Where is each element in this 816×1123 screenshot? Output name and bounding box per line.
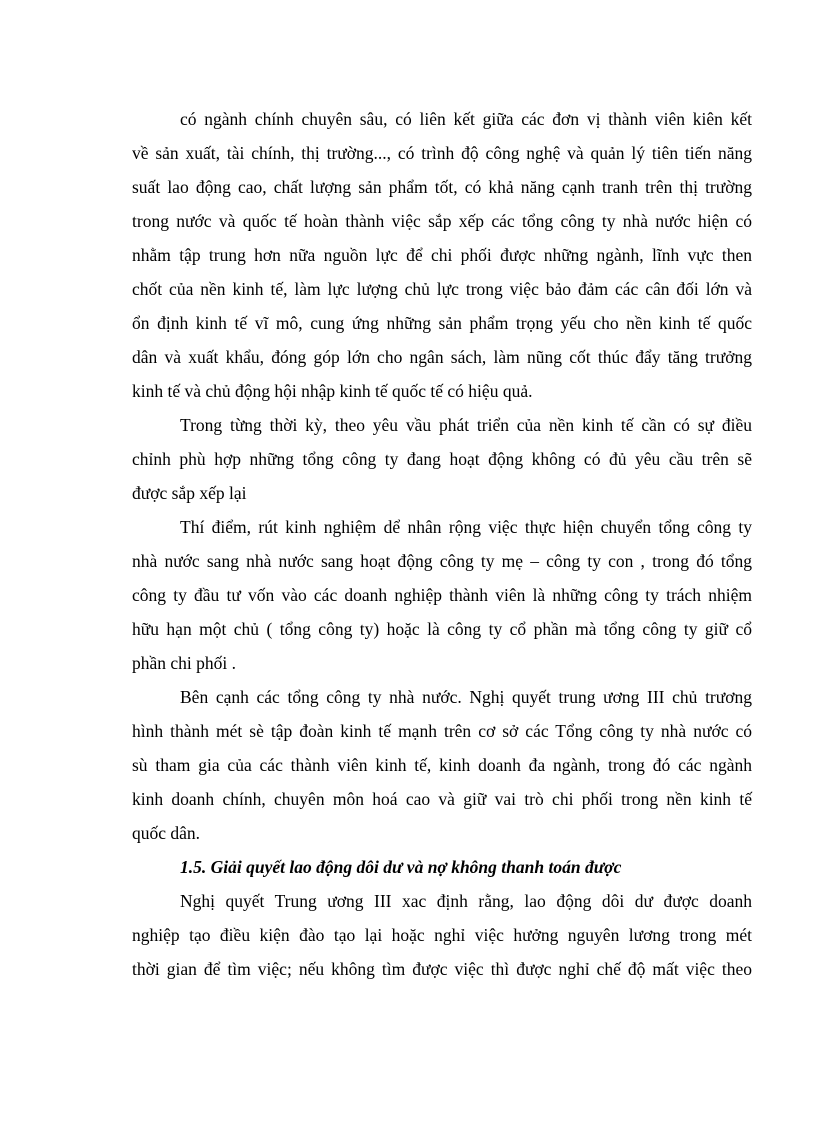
text-line: Bên cạnh các tổng công ty nhà nước. Nghị quyết trung ương III chủ trương bbox=[180, 687, 752, 707]
text-line: hữu hạn một chủ ( tổng công ty) hoặc là công ty cổ phần mà tổng công ty giữ cổ bbox=[132, 619, 752, 639]
text-line: nhằm tập trung hơn nữa nguồn lực để chi phối được những ngành, lĩnh vực then bbox=[132, 245, 752, 265]
text-line: quốc dân. bbox=[132, 823, 201, 843]
text-line: chỉnh phù hợp những tổng công ty đang hoạt động không có đủ yêu cầu trên sẽ bbox=[132, 449, 752, 469]
text-line: nghiệp tạo điều kiện đào tạo lại hoặc nghỉ việc hưởng nguyên lương trong mét bbox=[132, 925, 752, 945]
text-line: trong nước và quốc tế hoàn thành việc sắp xếp các tổng công ty nhà nước hiện có bbox=[132, 211, 752, 231]
paragraph bbox=[132, 680, 752, 850]
text-line: Thí điểm, rút kinh nghiệm dể nhân rộng việc thực hiện chuyển tổng công ty bbox=[180, 517, 752, 537]
text-line: được sắp xếp lại bbox=[132, 483, 247, 503]
text-line: Nghị quyết Trung ương III xac định rằng, lao động dôi dư được doanh bbox=[180, 891, 752, 911]
text-line: hình thành mét sè tập đoàn kinh tế mạnh trên cơ sở các Tổng công ty nhà nước có bbox=[132, 721, 752, 741]
text-line: phần chi phối . bbox=[132, 653, 237, 673]
section-heading-text: 1.5. Giải quyết lao động dôi dư và nợ không thanh toán được bbox=[180, 857, 622, 877]
text-line: suất lao động cao, chất lượng sản phẩm tốt, có khả năng cạnh tranh trên thị trường bbox=[132, 177, 752, 197]
text-line: ổn định kinh tế vĩ mô, cung ứng những sản phẩm trọng yếu cho nền kinh tế quốc bbox=[132, 313, 752, 333]
paragraph bbox=[132, 102, 752, 408]
document-body bbox=[132, 102, 752, 986]
text-line: dân và xuất khẩu, đóng góp lớn cho ngân sách, làm nũng cốt thúc đẩy tăng trưởng bbox=[132, 347, 752, 367]
text-line: sù tham gia của các thành viên kinh tế, kinh doanh đa ngành, trong đó các ngành bbox=[132, 755, 752, 775]
text-line: về sản xuất, tài chính, thị trường..., có trình độ công nghệ và quản lý tiên tiến năng bbox=[132, 143, 752, 163]
section-heading bbox=[132, 850, 752, 884]
paragraph bbox=[132, 510, 752, 680]
paragraph bbox=[132, 408, 752, 510]
text-line: nhà nước sang nhà nước sang hoạt động công ty mẹ – công ty con , trong đó tổng bbox=[132, 551, 752, 571]
text-line: Trong từng thời kỳ, theo yêu vầu phát triển của nền kinh tế cần có sự điều bbox=[180, 415, 752, 435]
text-line: chốt của nền kinh tế, làm lực lượng chủ lực trong việc bảo đảm các cân đối lớn và bbox=[132, 279, 752, 299]
text-line: thời gian để tìm việc; nếu không tìm được việc thì được nghỉ chế độ mất việc theo bbox=[132, 959, 752, 979]
text-line: kinh tế và chủ động hội nhập kinh tế quốc tế có hiệu quả. bbox=[132, 381, 533, 401]
text-line: công ty đầu tư vốn vào các doanh nghiệp thành viên là những công ty trách nhiệm bbox=[132, 585, 752, 605]
text-line: có ngành chính chuyên sâu, có liên kết giữa các đơn vị thành viên kiên kết bbox=[180, 109, 752, 129]
text-line: kinh doanh chính, chuyên môn hoá cao và giữ vai trò chi phối trong nền kinh tế bbox=[132, 789, 752, 809]
paragraph bbox=[132, 884, 752, 986]
